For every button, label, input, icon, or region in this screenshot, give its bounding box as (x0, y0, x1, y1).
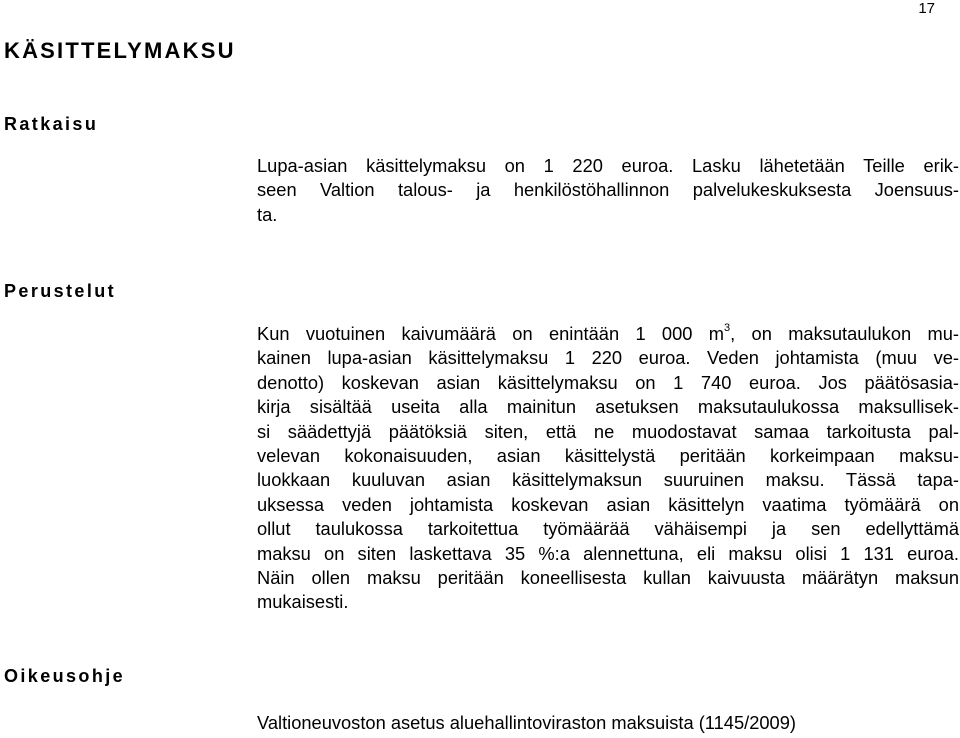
perustelut-line: si säädettyjä päätöksiä siten, että ne muodostavat samaa tarkoitusta pal- (257, 420, 959, 442)
document-title: KÄSITTELYMAKSU (4, 38, 236, 63)
cubic-superscript: 3 (724, 321, 731, 334)
oikeusohje-line: Valtioneuvoston asetus aluehallintoviraston maksuista (1145/2009) (257, 712, 796, 733)
ratkaisu-paragraph (257, 154, 959, 227)
perustelut-line: maksu on siten laskettava 35 %:a alennettuna, eli maksu olisi 1 131 euroa. (257, 542, 959, 564)
section-heading-ratkaisu: Ratkaisu (4, 114, 99, 134)
perustelut-line: ollut taulukossa tarkoitettua työmäärää vähäisempi ja sen edellyttämä (257, 518, 959, 540)
perustelut-paragraph (257, 322, 959, 615)
ratkaisu-line: seen Valtion talous- ja henkilöstöhallinnon palvelukeskuksesta Joensuus- (257, 179, 959, 201)
perustelut-line-start: Kun vuotuinen kaivumäärä on enintään 1 000 m (257, 323, 724, 344)
ratkaisu-line: ta. (257, 203, 278, 225)
perustelut-line: kainen lupa-asian käsittelymaksu 1 220 euroa. Veden johtamista (muu ve- (257, 347, 959, 369)
oikeusohje-paragraph (257, 711, 959, 735)
perustelut-line: mukaisesti. (257, 591, 349, 613)
perustelut-line (257, 322, 959, 346)
perustelut-line: kirja sisältää useita alla mainitun asetuksen maksutaulukossa maksullisek- (257, 396, 959, 418)
perustelut-line: luokkaan kuuluvan asian käsittelymaksun suuruinen maksu. Tässä tapa- (257, 469, 959, 491)
section-heading-oikeusohje: Oikeusohje (4, 666, 126, 686)
perustelut-line: uksessa veden johtamista koskevan asian käsittelyn vaatima työmäärä on (257, 493, 959, 515)
perustelut-line: denotto) koskevan asian käsittelymaksu on 1 740 euroa. Jos päätösasia- (257, 371, 959, 393)
perustelut-line-end: , on maksutaulukon mu- (730, 323, 959, 344)
perustelut-line: velevan kokonaisuuden, asian käsittelystä peritään korkeimpaan maksu- (257, 445, 959, 467)
ratkaisu-line: Lupa-asian käsittelymaksu on 1 220 euroa. Lasku lähetetään Teille erik- (257, 155, 959, 176)
perustelut-line: Näin ollen maksu peritään koneellisesta kullan kaivuusta määrätyn maksun (257, 567, 959, 589)
section-heading-perustelut: Perustelut (4, 281, 117, 301)
page-number: 17 (918, 0, 935, 17)
